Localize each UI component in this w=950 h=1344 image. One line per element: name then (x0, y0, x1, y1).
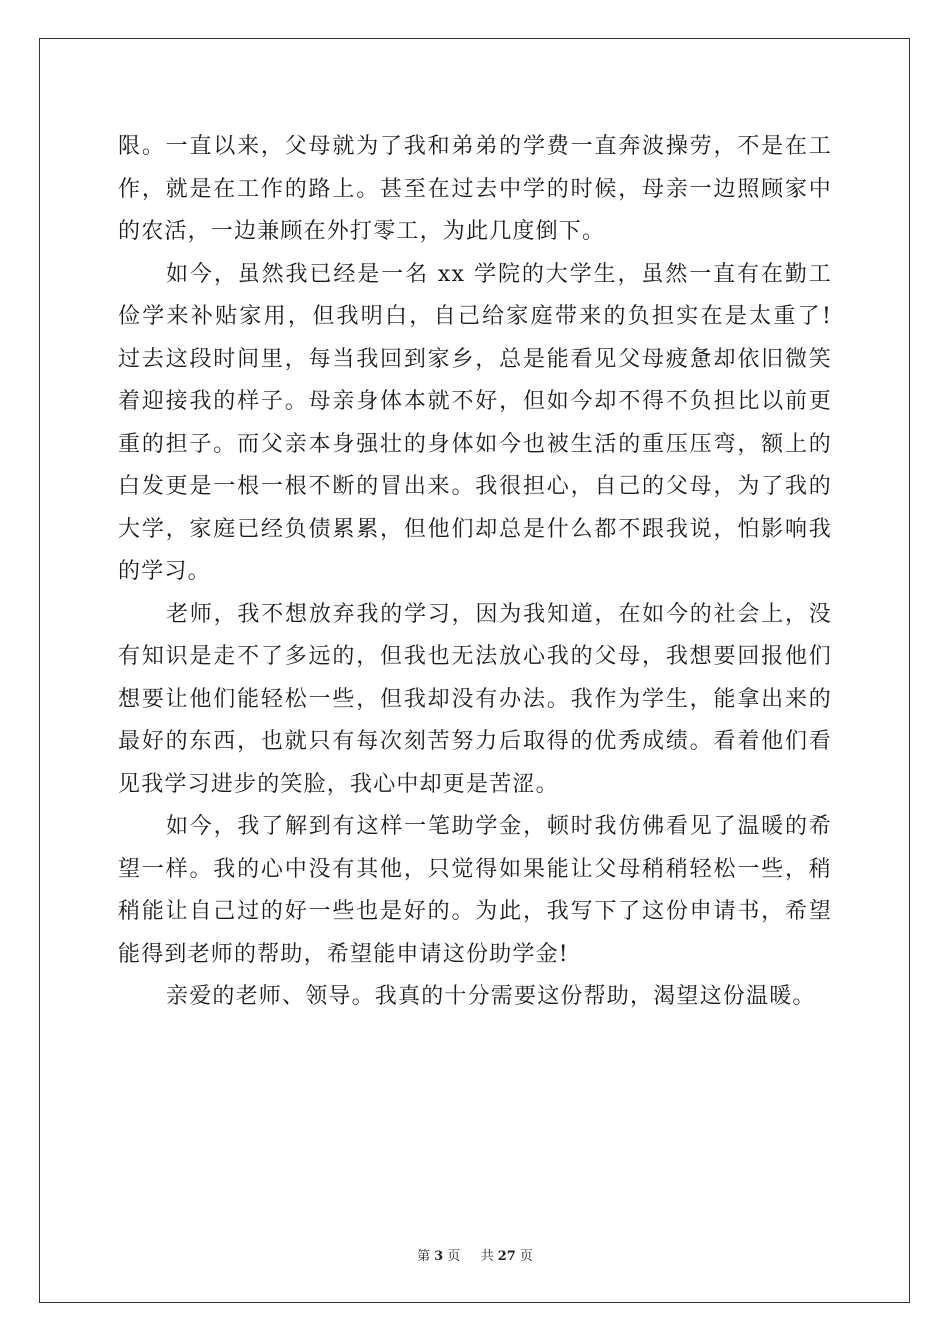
footer-page-number: 3 (434, 1249, 444, 1264)
paragraph-2-line: 如今，虽然我已经是一名 xx 学院的大学生，虽然一直有在勤工 (166, 261, 832, 287)
paragraph-3-line: 最好的东西，也就只有每次刻苦努力后取得的优秀成绩。看着他们看 (118, 729, 832, 754)
paragraph-3-line: 有知识是走不了多远的，但我也无法放心我的父母，我想要回报他们 (118, 644, 832, 669)
paragraph-4-line: 能得到老师的帮助，希望能申请这份助学金! (118, 941, 569, 967)
paragraph-2-line: 俭学来补贴家用，但我明白，自己给家庭带来的负担实在是太重了! (118, 304, 832, 329)
paragraph-4-line: 如今，我了解到有这样一笔助学金，顿时我仿佛看见了温暖的希 (166, 814, 832, 839)
paragraph-1-line: 限。一直以来，父母就为了我和弟弟的学费一直奔波操劳，不是在工 (118, 134, 832, 159)
paragraph-2-line: 大学，家庭已经负债累累，但他们却总是什么都不跟我说，怕影响我 (118, 516, 832, 542)
paragraph-3-line: 想要让他们能轻松一些，但我却没有办法。我作为学生，能拿出来的 (118, 686, 832, 712)
footer-total-prefix: 共 (480, 1249, 494, 1264)
paragraph-3-line: 见我学习进步的笑脸，我心中却更是苦涩。 (118, 771, 559, 797)
paragraph-4-line: 望一样。我的心中没有其他，只觉得如果能让父母稍稍轻松一些，稍 (118, 856, 832, 882)
paragraph-4-line: 稍能让自己过的好一些也是好的。为此，我写下了这份申请书，希望 (118, 899, 832, 924)
paragraph-2-line: 重的担子。而父亲本身强壮的身体如今也被生活的重压压弯，额上的 (118, 431, 832, 457)
paragraph-2-line: 的学习。 (118, 559, 211, 584)
paragraph-5-line: 亲爱的老师、领导。我真的十分需要这份帮助，渴望这份温暖。 (166, 984, 816, 1009)
paragraph-container (118, 126, 832, 1019)
paragraph-1-line: 的农活，一边兼顾在外打零工，为此几度倒下。 (118, 219, 606, 244)
page-footer (0, 1245, 950, 1264)
footer-total-pages: 27 (497, 1249, 516, 1264)
paragraph-2-line: 白发更是一根一根不断的冒出来。我很担心，自己的父母，为了我的 (118, 474, 832, 499)
footer-page-suffix: 页 (447, 1249, 461, 1264)
paragraph-2-line: 着迎接我的样子。母亲身体本就不好，但如今却不得不负担比以前更 (118, 389, 832, 414)
paragraph-1-line: 作，就是在工作的路上。甚至在过去中学的时候，母亲一边照顾家中 (118, 176, 832, 202)
document-body (118, 126, 832, 1019)
paragraph-2-line: 过去这段时间里，每当我回到家乡，总是能看见父母疲惫却依旧微笑 (118, 346, 832, 372)
footer-page-prefix: 第 (417, 1249, 431, 1264)
footer-total-suffix: 页 (519, 1249, 533, 1264)
paragraph-3-line: 老师，我不想放弃我的学习，因为我知道，在如今的社会上，没 (166, 601, 832, 627)
